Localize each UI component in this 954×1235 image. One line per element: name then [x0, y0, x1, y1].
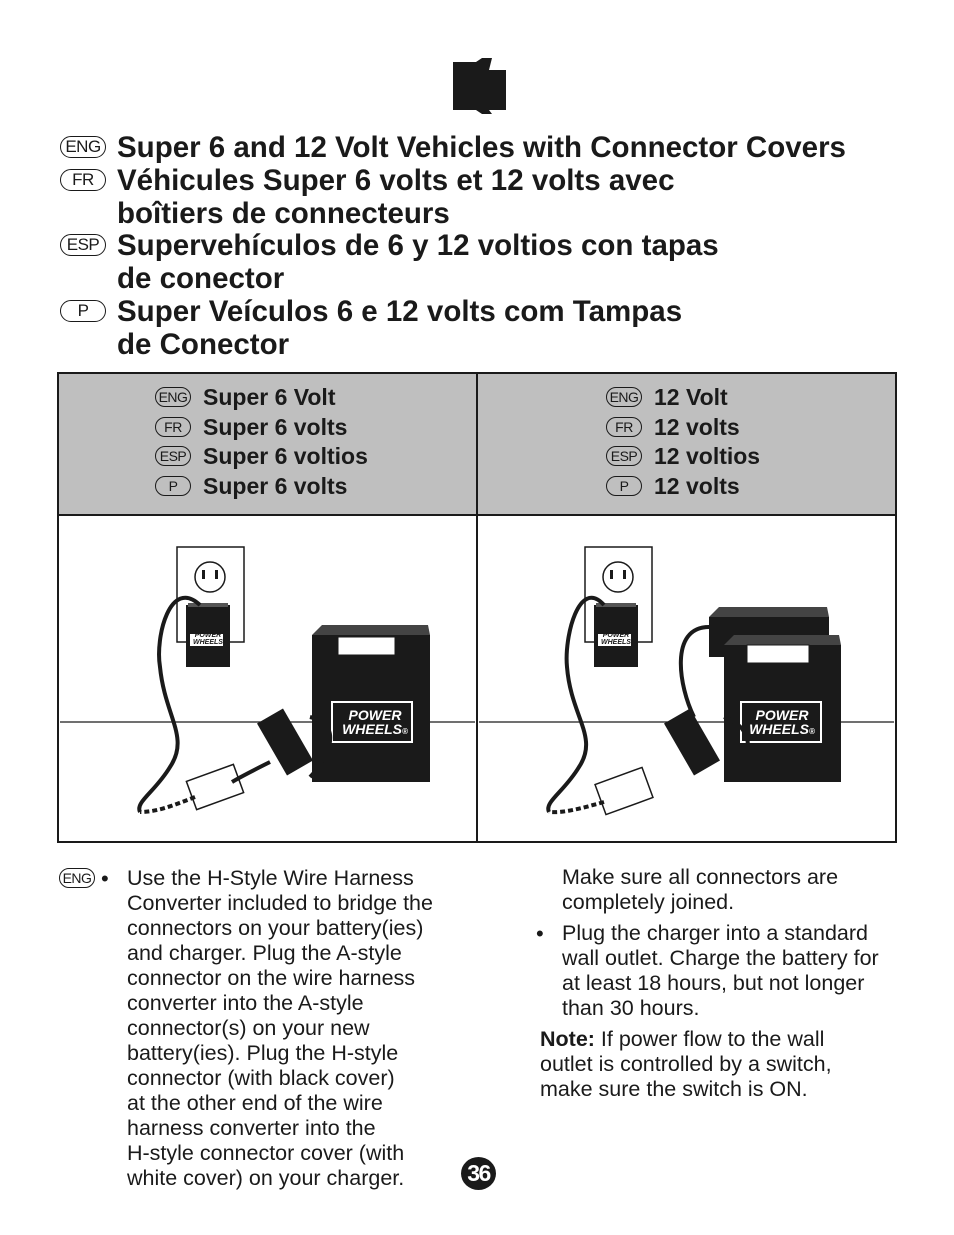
lang-badge-fr: FR [60, 169, 106, 191]
header-label: Super 6 volts [203, 413, 348, 440]
title-eng: Super 6 and 12 Volt Vehicles with Connector Covers [117, 131, 846, 164]
note-label: Note: [540, 1027, 595, 1051]
bullet-1: • [101, 866, 109, 891]
header-label: 12 volts [654, 413, 740, 440]
page-number: 36 [461, 1157, 496, 1190]
lang-badge: ESP [155, 446, 191, 466]
lang-badge: ENG [606, 387, 642, 407]
instruction-bullet-1: Use the H-Style Wire Harness Converter included to bridge the connectors on your battery(ies) and charger. Plug the A-style connector on the wire harness converter into the A-style connector(s) on your new battery(ies). Plug the H-style connector (with black cover) at the other end of the wire harness converter into the H-style connector cover (with white cover) on your charger. [127, 866, 433, 1190]
right-header-esp [606, 443, 760, 469]
battery-icon [448, 58, 510, 114]
lang-badge-eng: ENG [60, 136, 106, 158]
right-header-p [606, 473, 740, 499]
lang-badge-p: P [60, 300, 106, 322]
lang-badge: ESP [606, 446, 642, 466]
twelve-volt-charger-label: POWER WHEELS [601, 632, 631, 646]
left-header-fr [155, 414, 347, 440]
lang-badge: P [155, 476, 191, 496]
twelve-volt-illustration [479, 517, 894, 840]
left-header-eng [155, 384, 336, 410]
header-label: Super 6 Volt [203, 383, 336, 410]
twelve-volt-brand-label: POWER WHEELS® [749, 707, 815, 737]
right-header-eng [606, 384, 728, 410]
instruction-bullet-1-continued: Make sure all connectors are completely joined. [562, 865, 839, 914]
title-esp: Supervehículos de 6 y 12 voltios con tapas de conector [117, 229, 719, 295]
header-label: 12 voltios [654, 442, 761, 469]
left-header-p [155, 473, 347, 499]
lang-badge: FR [606, 417, 642, 437]
six-volt-brand-label: POWER WHEELS® [342, 707, 408, 737]
bullet-2: • [536, 921, 544, 946]
header-label: Super 6 voltios [203, 442, 368, 469]
six-volt-illustration [60, 517, 475, 840]
lang-badge-eng-instructions: ENG [59, 868, 95, 888]
left-header-esp [155, 443, 368, 469]
lang-badge: FR [155, 417, 191, 437]
right-header-fr [606, 414, 740, 440]
instruction-note: Note: If power flow to the wall outlet is controlled by a switch, make sure the switch is ON. [540, 1027, 832, 1101]
six-volt-charger-label: POWER WHEELS [193, 632, 223, 646]
title-p: Super Veículos 6 e 12 volts com Tampas de Conector [117, 295, 683, 361]
title-fr: Véhicules Super 6 volts et 12 volts avec boîtiers de connecteurs [117, 164, 675, 230]
lang-badge: ENG [155, 387, 191, 407]
lang-badge-esp: ESP [60, 234, 106, 256]
instruction-bullet-2: Plug the charger into a standard wall outlet. Charge the battery for at least 18 hours, but not longer than 30 hours. [562, 921, 879, 1020]
lang-badge: P [606, 476, 642, 496]
header-label: 12 volts [654, 472, 740, 499]
header-label: 12 Volt [654, 383, 728, 410]
header-label: Super 6 volts [203, 472, 348, 499]
